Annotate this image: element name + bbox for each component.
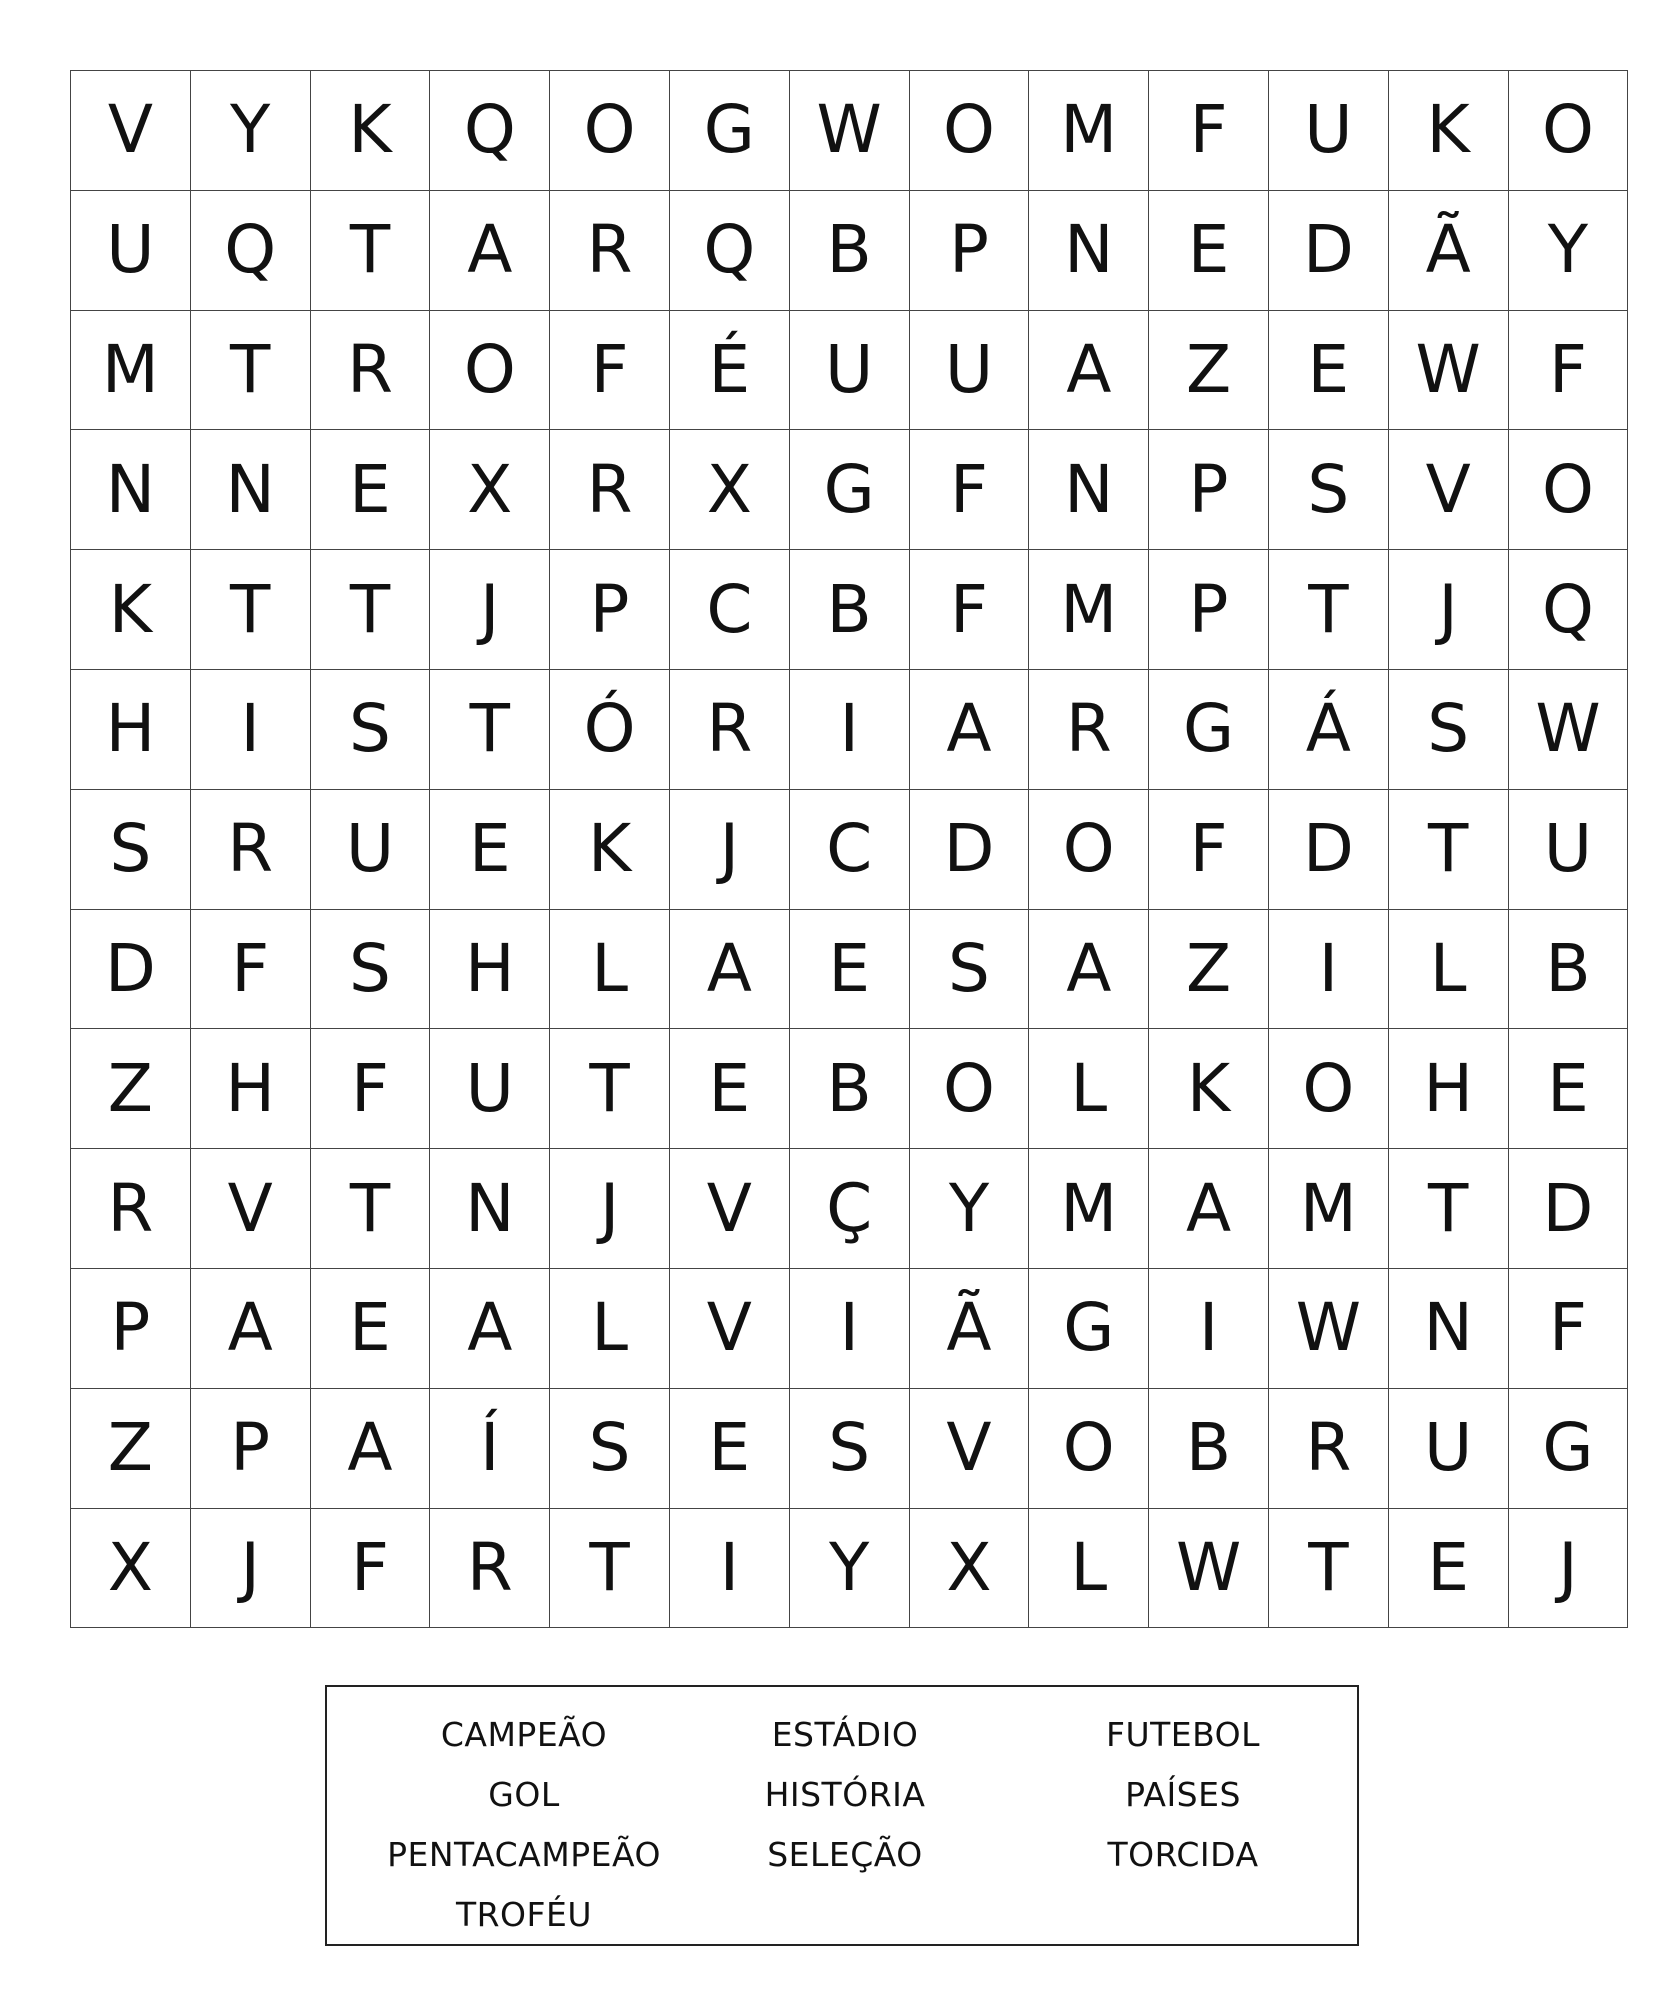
- grid-row: [71, 430, 1628, 550]
- grid-cell[interactable]: G: [1508, 1388, 1628, 1508]
- grid-cell[interactable]: E: [669, 1388, 789, 1508]
- word-list-item: ESTÁDIO: [771, 1715, 919, 1754]
- grid-cell[interactable]: H: [1388, 1029, 1508, 1149]
- grid-cell[interactable]: B: [1508, 909, 1628, 1029]
- grid-cell[interactable]: I: [1268, 909, 1388, 1029]
- grid-cell[interactable]: U: [1268, 71, 1388, 191]
- grid-cell[interactable]: I: [789, 669, 909, 789]
- grid-cell[interactable]: D: [909, 789, 1029, 909]
- grid-cell[interactable]: L: [550, 909, 670, 1029]
- grid-cell[interactable]: U: [310, 789, 430, 909]
- grid-cell[interactable]: E: [1508, 1029, 1628, 1149]
- grid-cell[interactable]: T: [310, 550, 430, 670]
- grid-cell[interactable]: N: [1388, 1268, 1508, 1388]
- grid-cell[interactable]: S: [550, 1388, 670, 1508]
- grid-cell[interactable]: N: [71, 430, 191, 550]
- grid-cell[interactable]: Q: [1508, 550, 1628, 670]
- word-list-item: PAÍSES: [1125, 1775, 1241, 1814]
- grid-cell[interactable]: V: [669, 1268, 789, 1388]
- grid-cell[interactable]: J: [1388, 550, 1508, 670]
- grid-cell[interactable]: Ã: [1388, 190, 1508, 310]
- grid-cell[interactable]: A: [909, 669, 1029, 789]
- grid-cell[interactable]: R: [71, 1149, 191, 1269]
- grid-cell[interactable]: A: [430, 190, 550, 310]
- grid-cell[interactable]: D: [71, 909, 191, 1029]
- word-list-item: TORCIDA: [1107, 1835, 1259, 1874]
- grid-cell[interactable]: P: [190, 1388, 310, 1508]
- grid-cell[interactable]: M: [1029, 550, 1149, 670]
- grid-cell[interactable]: F: [909, 430, 1029, 550]
- word-list-item: HISTÓRIA: [764, 1775, 926, 1814]
- grid-cell[interactable]: T: [190, 550, 310, 670]
- grid-cell[interactable]: F: [909, 550, 1029, 670]
- grid-cell[interactable]: I: [789, 1268, 909, 1388]
- grid-row: [71, 669, 1628, 789]
- grid-cell[interactable]: O: [1508, 430, 1628, 550]
- grid-cell[interactable]: J: [550, 1149, 670, 1269]
- grid-cell[interactable]: R: [550, 430, 670, 550]
- grid-row: [71, 1388, 1628, 1508]
- grid-cell[interactable]: M: [1029, 71, 1149, 191]
- grid-cell[interactable]: O: [1268, 1029, 1388, 1149]
- grid-cell[interactable]: X: [669, 430, 789, 550]
- grid-cell[interactable]: O: [909, 1029, 1029, 1149]
- grid-cell[interactable]: I: [190, 669, 310, 789]
- grid-row: [71, 1029, 1628, 1149]
- grid-cell[interactable]: L: [1029, 1029, 1149, 1149]
- grid-cell[interactable]: A: [669, 909, 789, 1029]
- grid-cell[interactable]: Í: [430, 1388, 550, 1508]
- grid-cell[interactable]: G: [1029, 1268, 1149, 1388]
- grid-cell[interactable]: N: [1029, 190, 1149, 310]
- grid-cell[interactable]: U: [909, 310, 1029, 430]
- grid-cell[interactable]: R: [1029, 669, 1149, 789]
- grid-cell[interactable]: F: [1508, 1268, 1628, 1388]
- word-list-box: [325, 1685, 1359, 1946]
- grid-cell[interactable]: Z: [1149, 310, 1269, 430]
- grid-cell[interactable]: F: [190, 909, 310, 1029]
- grid-row: [71, 71, 1628, 191]
- grid-cell[interactable]: F: [1149, 789, 1269, 909]
- grid-cell[interactable]: U: [71, 190, 191, 310]
- grid-cell[interactable]: V: [71, 71, 191, 191]
- word-list-column-1: [359, 1705, 689, 1945]
- grid-cell[interactable]: K: [310, 71, 430, 191]
- grid-cell[interactable]: A: [1029, 909, 1149, 1029]
- grid-cell[interactable]: H: [71, 669, 191, 789]
- grid-cell[interactable]: K: [1149, 1029, 1269, 1149]
- grid-cell[interactable]: Q: [190, 190, 310, 310]
- grid-cell[interactable]: Q: [669, 190, 789, 310]
- grid-cell[interactable]: Z: [71, 1029, 191, 1149]
- grid-cell[interactable]: H: [190, 1029, 310, 1149]
- grid-cell[interactable]: T: [1268, 550, 1388, 670]
- grid-cell[interactable]: K: [550, 789, 670, 909]
- grid-cell[interactable]: A: [310, 1388, 430, 1508]
- grid-cell[interactable]: N: [430, 1149, 550, 1269]
- word-list-item: FUTEBOL: [1105, 1715, 1261, 1754]
- grid-cell[interactable]: T: [310, 190, 430, 310]
- grid-cell[interactable]: J: [190, 1508, 310, 1628]
- grid-cell[interactable]: E: [1268, 310, 1388, 430]
- grid-cell[interactable]: L: [1029, 1508, 1149, 1628]
- grid-cell[interactable]: O: [430, 310, 550, 430]
- grid-cell[interactable]: L: [550, 1268, 670, 1388]
- grid-cell[interactable]: K: [1388, 71, 1508, 191]
- grid-cell[interactable]: I: [1149, 1268, 1269, 1388]
- grid-cell[interactable]: S: [1388, 669, 1508, 789]
- grid-cell[interactable]: X: [909, 1508, 1029, 1628]
- grid-cell[interactable]: N: [1029, 430, 1149, 550]
- word-list-item: TROFÉU: [455, 1895, 593, 1934]
- grid-cell[interactable]: S: [789, 1388, 909, 1508]
- grid-cell[interactable]: T: [310, 1149, 430, 1269]
- grid-cell[interactable]: D: [1508, 1149, 1628, 1269]
- grid-cell[interactable]: K: [71, 550, 191, 670]
- grid-cell[interactable]: B: [789, 550, 909, 670]
- grid-cell[interactable]: O: [550, 71, 670, 191]
- grid-cell[interactable]: Y: [190, 71, 310, 191]
- grid-cell[interactable]: X: [430, 430, 550, 550]
- grid-cell[interactable]: W: [1388, 310, 1508, 430]
- grid-cell[interactable]: T: [190, 310, 310, 430]
- grid-cell[interactable]: U: [1388, 1388, 1508, 1508]
- grid-cell[interactable]: P: [1149, 550, 1269, 670]
- grid-row: [71, 789, 1628, 909]
- grid-cell[interactable]: T: [550, 1508, 670, 1628]
- grid-cell[interactable]: R: [190, 789, 310, 909]
- grid-cell[interactable]: I: [669, 1508, 789, 1628]
- grid-cell[interactable]: O: [1029, 789, 1149, 909]
- grid-cell[interactable]: R: [310, 310, 430, 430]
- grid-cell[interactable]: W: [789, 71, 909, 191]
- grid-cell[interactable]: N: [190, 430, 310, 550]
- grid-cell[interactable]: F: [1149, 71, 1269, 191]
- grid-cell[interactable]: A: [1029, 310, 1149, 430]
- grid-cell[interactable]: F: [1508, 310, 1628, 430]
- grid-cell[interactable]: J: [669, 789, 789, 909]
- grid-cell[interactable]: E: [310, 1268, 430, 1388]
- word-search-grid: [70, 70, 1628, 1628]
- grid-cell[interactable]: Á: [1268, 669, 1388, 789]
- grid-cell[interactable]: V: [669, 1149, 789, 1269]
- grid-cell[interactable]: B: [789, 1029, 909, 1149]
- grid-row: [71, 909, 1628, 1029]
- grid-cell[interactable]: P: [550, 550, 670, 670]
- grid-cell[interactable]: F: [310, 1508, 430, 1628]
- grid-cell[interactable]: A: [430, 1268, 550, 1388]
- word-list-column-3: [1018, 1705, 1348, 1885]
- grid-cell[interactable]: C: [669, 550, 789, 670]
- grid-cell[interactable]: J: [1508, 1508, 1628, 1628]
- grid-cell[interactable]: G: [1149, 669, 1269, 789]
- grid-cell[interactable]: V: [909, 1388, 1029, 1508]
- grid-cell[interactable]: S: [1268, 430, 1388, 550]
- grid-cell[interactable]: E: [1388, 1508, 1508, 1628]
- grid-cell[interactable]: F: [550, 310, 670, 430]
- grid-row: [71, 550, 1628, 670]
- grid-cell[interactable]: A: [190, 1268, 310, 1388]
- grid-cell[interactable]: B: [1149, 1388, 1269, 1508]
- grid-cell[interactable]: W: [1268, 1268, 1388, 1388]
- grid-cell[interactable]: D: [1268, 190, 1388, 310]
- grid-cell[interactable]: O: [909, 71, 1029, 191]
- grid-cell[interactable]: Y: [1508, 190, 1628, 310]
- grid-cell[interactable]: Y: [909, 1149, 1029, 1269]
- grid-cell[interactable]: Y: [789, 1508, 909, 1628]
- grid-row: [71, 1149, 1628, 1269]
- grid-cell[interactable]: Ã: [909, 1268, 1029, 1388]
- grid-cell[interactable]: E: [430, 789, 550, 909]
- grid-cell[interactable]: M: [1268, 1149, 1388, 1269]
- grid-row: [71, 310, 1628, 430]
- grid-cell[interactable]: L: [1388, 909, 1508, 1029]
- grid-row: [71, 190, 1628, 310]
- word-list-item: CAMPEÃO: [440, 1715, 608, 1754]
- grid-cell[interactable]: G: [789, 430, 909, 550]
- grid-cell[interactable]: P: [1149, 430, 1269, 550]
- grid-row: [71, 1508, 1628, 1628]
- grid-cell[interactable]: V: [1388, 430, 1508, 550]
- grid-cell[interactable]: B: [789, 190, 909, 310]
- grid-cell[interactable]: C: [789, 789, 909, 909]
- grid-cell[interactable]: P: [71, 1268, 191, 1388]
- grid-cell[interactable]: M: [1029, 1149, 1149, 1269]
- grid-cell[interactable]: T: [1268, 1508, 1388, 1628]
- grid-cell[interactable]: É: [669, 310, 789, 430]
- grid-cell[interactable]: J: [430, 550, 550, 670]
- word-list-column-2: [680, 1705, 1010, 1885]
- grid-cell[interactable]: S: [310, 669, 430, 789]
- grid-cell[interactable]: R: [550, 190, 670, 310]
- grid-cell[interactable]: F: [310, 1029, 430, 1149]
- grid-cell[interactable]: Z: [71, 1388, 191, 1508]
- grid-cell[interactable]: O: [1508, 71, 1628, 191]
- grid-cell[interactable]: S: [71, 789, 191, 909]
- grid-cell[interactable]: T: [1388, 1149, 1508, 1269]
- word-list-item: GOL: [488, 1775, 560, 1814]
- grid-cell[interactable]: P: [909, 190, 1029, 310]
- word-list-item: SELEÇÃO: [767, 1835, 923, 1874]
- grid-cell[interactable]: S: [310, 909, 430, 1029]
- grid-cell[interactable]: R: [430, 1508, 550, 1628]
- grid-cell[interactable]: E: [789, 909, 909, 1029]
- grid-cell[interactable]: V: [190, 1149, 310, 1269]
- grid-cell[interactable]: R: [669, 669, 789, 789]
- grid-cell[interactable]: M: [71, 310, 191, 430]
- grid-cell[interactable]: T: [430, 669, 550, 789]
- grid-cell[interactable]: E: [669, 1029, 789, 1149]
- grid-cell[interactable]: D: [1268, 789, 1388, 909]
- grid-cell[interactable]: O: [1029, 1388, 1149, 1508]
- grid-cell[interactable]: G: [669, 71, 789, 191]
- grid-cell[interactable]: S: [909, 909, 1029, 1029]
- grid-cell[interactable]: Q: [430, 71, 550, 191]
- grid-cell[interactable]: U: [789, 310, 909, 430]
- grid-cell[interactable]: E: [1149, 190, 1269, 310]
- grid-cell[interactable]: Z: [1149, 909, 1269, 1029]
- grid-row: [71, 1268, 1628, 1388]
- grid-cell[interactable]: H: [430, 909, 550, 1029]
- grid-cell[interactable]: E: [310, 430, 430, 550]
- grid-cell[interactable]: Ç: [789, 1149, 909, 1269]
- grid-cell[interactable]: W: [1149, 1508, 1269, 1628]
- grid-cell[interactable]: A: [1149, 1149, 1269, 1269]
- grid-cell[interactable]: U: [1508, 789, 1628, 909]
- grid-cell[interactable]: X: [71, 1508, 191, 1628]
- grid-cell[interactable]: U: [430, 1029, 550, 1149]
- grid-cell[interactable]: W: [1508, 669, 1628, 789]
- word-list-item: PENTACAMPEÃO: [387, 1835, 661, 1874]
- grid-cell[interactable]: T: [1388, 789, 1508, 909]
- grid-cell[interactable]: T: [550, 1029, 670, 1149]
- grid-cell[interactable]: R: [1268, 1388, 1388, 1508]
- grid-cell[interactable]: Ó: [550, 669, 670, 789]
